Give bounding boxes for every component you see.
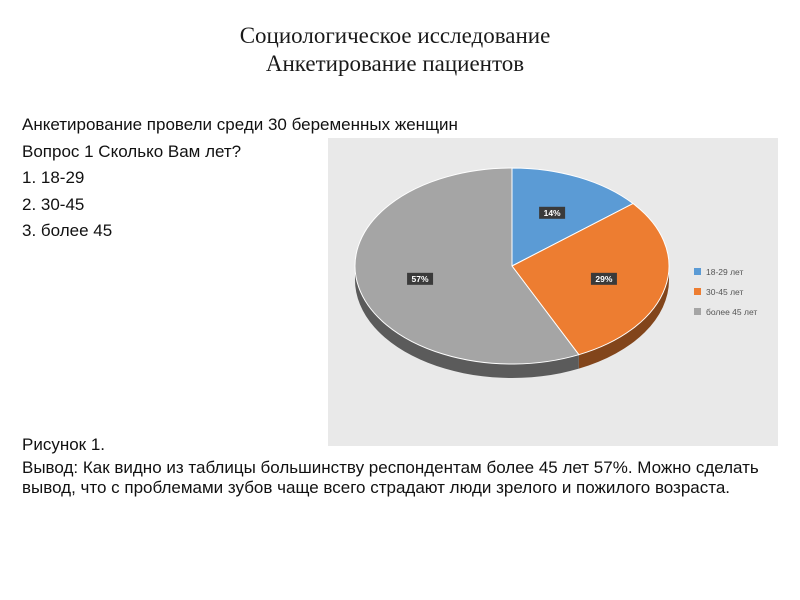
pie-chart: [328, 138, 778, 446]
pie-data-label-text-2: 57%: [411, 274, 429, 285]
title-line-1: Социологическое исследование: [239, 23, 551, 48]
legend-swatch-2: [694, 308, 701, 315]
figure-caption: Рисунок 1.: [22, 435, 106, 454]
legend-label-2: более 45 лет: [706, 307, 758, 317]
pie-data-label-text-0: 14%: [543, 208, 561, 219]
legend-swatch-1: [694, 288, 701, 295]
answer-option-3: 3. более 45: [22, 221, 113, 240]
legend-item-2: [694, 307, 757, 317]
pie-data-label-0: [539, 207, 565, 219]
answer-option-1: 1. 18-29: [22, 168, 85, 187]
page-title: [0, 22, 790, 78]
answer-option-2: 2. 30-45: [22, 194, 85, 214]
legend-item-1: [694, 287, 744, 297]
legend-label-0: 18-29 лет: [706, 267, 744, 277]
pie-data-label-1: [591, 273, 617, 285]
legend-swatch-0: [694, 268, 701, 275]
legend-item-0: [694, 267, 744, 277]
title-line-2: Анкетирование пациентов: [265, 51, 525, 76]
question-text: Вопрос 1 Сколько Вам лет?: [22, 141, 242, 161]
legend-label-1: 30-45 лет: [706, 287, 744, 297]
pie-data-label-2: [407, 273, 433, 285]
pie-data-label-text-1: 29%: [595, 274, 613, 285]
survey-description: Анкетирование провели среди 30 беременных женщин: [22, 115, 458, 134]
conclusion-text: Вывод: Как видно из таблицы большинству респондентам более 45 лет 57%. Можно сделать вывод, что с проблемами зубов чаще всего страдают люди зрелого и пожилого возраста.: [22, 458, 759, 497]
pie-chart-frame: [328, 138, 778, 446]
